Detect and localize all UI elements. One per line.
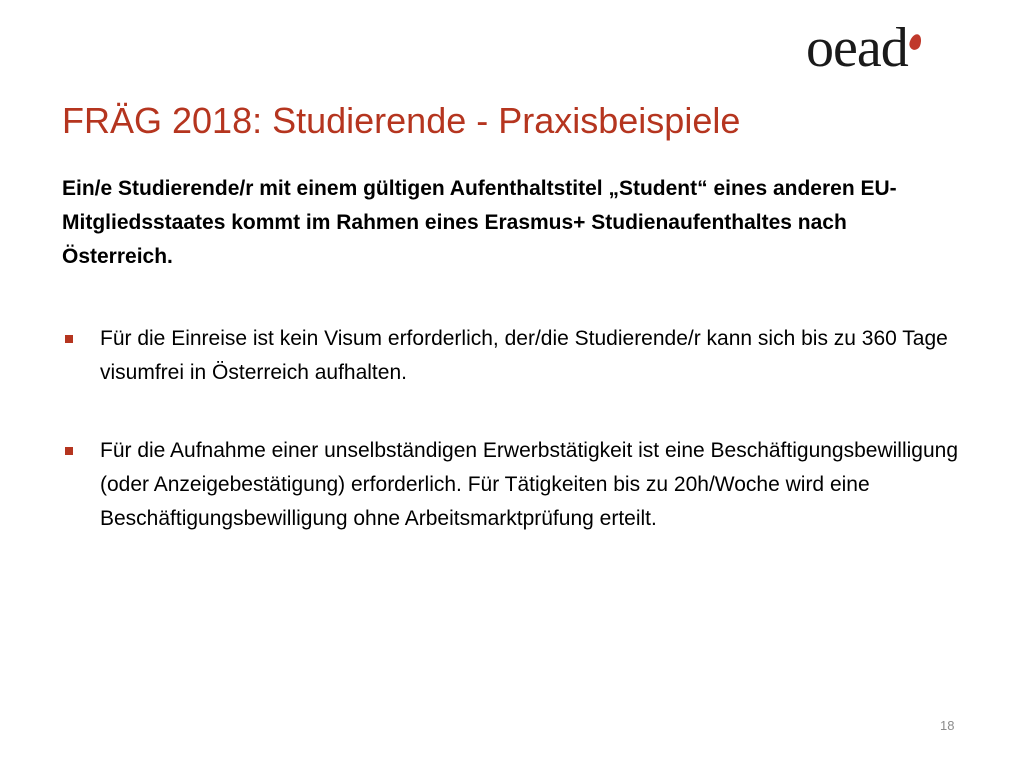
bullet-text: Für die Einreise ist kein Visum erforderlich, der/die Studierende/r kann sich bis zu 360 Tage visumfrei in Österreich aufhalten. [100, 327, 948, 384]
logo-wordmark: oead [806, 17, 908, 79]
square-bullet-icon [65, 335, 73, 343]
bullet-item [62, 434, 962, 536]
bullet-list [62, 322, 962, 580]
page-number: 18 [940, 718, 955, 733]
square-bullet-icon [65, 447, 73, 455]
oead-logo [806, 17, 976, 80]
slide-title: FRÄG 2018: Studierende - Praxisbeispiele [62, 100, 741, 142]
bullet-text: Für die Aufnahme einer unselbständigen Erwerbstätigkeit ist eine Beschäftigungsbewilligung (oder Anzeigebestätigung) erforderlich. Für Tätigkeiten bis zu 20h/Woche wird eine Beschäftigungsbewilligung ohne Arbeitsmarktprüfung erteilt. [100, 439, 959, 530]
bullet-item [62, 322, 962, 390]
logo-accent-mark [908, 33, 923, 52]
intro-paragraph: Ein/e Studierende/r mit einem gültigen Aufenthaltstitel „Student“ eines anderen EU-Mitgliedsstaates kommt im Rahmen eines Erasmus+ Studienaufenthaltes nach Österreich. [62, 177, 897, 268]
